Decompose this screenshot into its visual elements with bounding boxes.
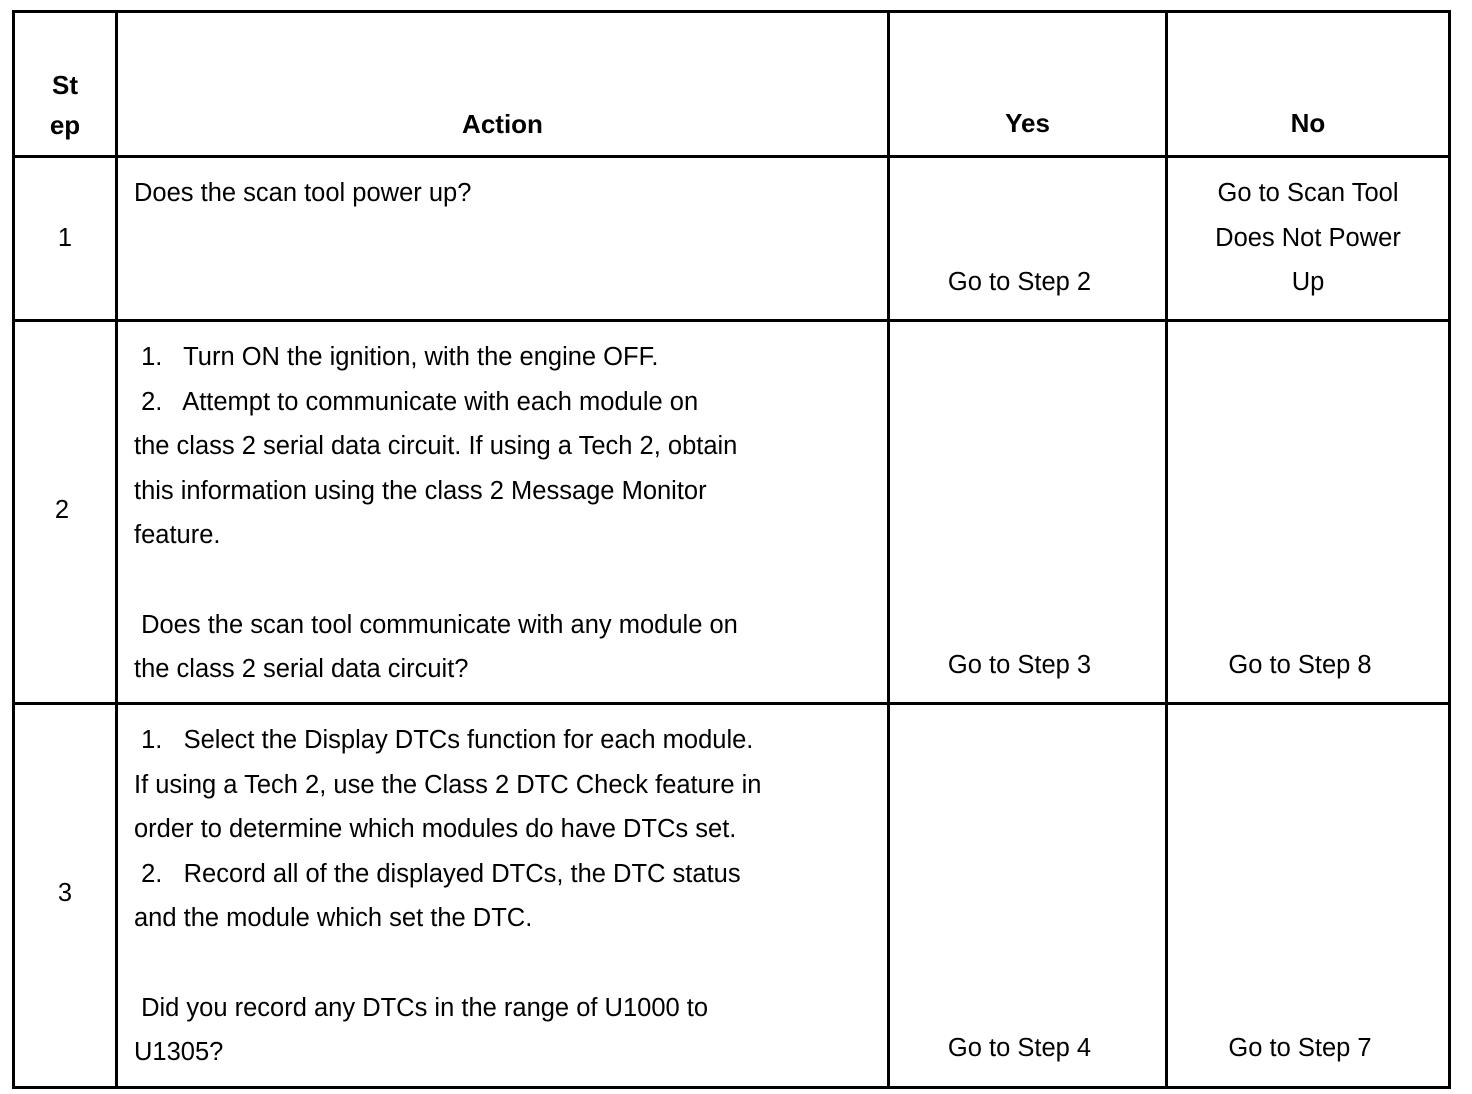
action-cell	[117, 157, 889, 321]
header-action-cell	[117, 12, 889, 157]
header-row	[14, 12, 1450, 157]
step-cell	[14, 321, 117, 704]
step-number: 2	[54, 496, 70, 524]
action-cell	[117, 704, 889, 1088]
step-number: 1	[57, 224, 73, 252]
no-text: Go to Step 8	[1228, 651, 1372, 679]
step-number: 3	[57, 879, 73, 907]
no-cell	[1167, 157, 1450, 321]
action-cell	[117, 321, 889, 704]
table-row	[14, 704, 1450, 1088]
no-text: Go to Scan Tool Does Not Power Up	[1215, 179, 1401, 297]
action-text: Does the scan tool power up?	[134, 179, 472, 207]
diagnostic-table	[12, 10, 1451, 1089]
header-no: No	[1290, 108, 1326, 138]
header-yes-cell	[889, 12, 1167, 157]
header-step-cell	[14, 12, 117, 157]
no-cell	[1167, 321, 1450, 704]
table-row	[14, 157, 1450, 321]
no-text: Go to Step 7	[1228, 1034, 1372, 1062]
yes-cell	[889, 704, 1167, 1088]
action-text: 1. Select the Display DTCs function for each module. If using a Tech 2, use the Class 2 DTC Check feature in order to determine which modules do have DTCs set. 2. Record all of the displayed DTCs, the DTC status and the module which set the DTC. Did you record any DTCs in the range of U1000 to U1305?	[134, 726, 762, 1067]
yes-cell	[889, 157, 1167, 321]
table-row	[14, 321, 1450, 704]
header-step: St ep	[49, 70, 81, 140]
no-cell	[1167, 704, 1450, 1088]
header-action: Action	[462, 109, 543, 139]
yes-text: Go to Step 3	[947, 651, 1092, 679]
yes-cell	[889, 321, 1167, 704]
step-cell	[14, 157, 117, 321]
yes-text: Go to Step 2	[947, 268, 1092, 296]
header-no-cell	[1167, 12, 1450, 157]
step-cell	[14, 704, 117, 1088]
yes-text: Go to Step 4	[947, 1034, 1092, 1062]
header-yes: Yes	[1005, 108, 1050, 138]
action-text: 1. Turn ON the ignition, with the engine OFF. 2. Attempt to communicate with each module on the class 2 serial data circuit. If using a Tech 2, obtain this information using the class 2 Message Monitor feature. Does the scan tool communicate with any module on the class 2 serial data circuit?	[134, 343, 738, 684]
